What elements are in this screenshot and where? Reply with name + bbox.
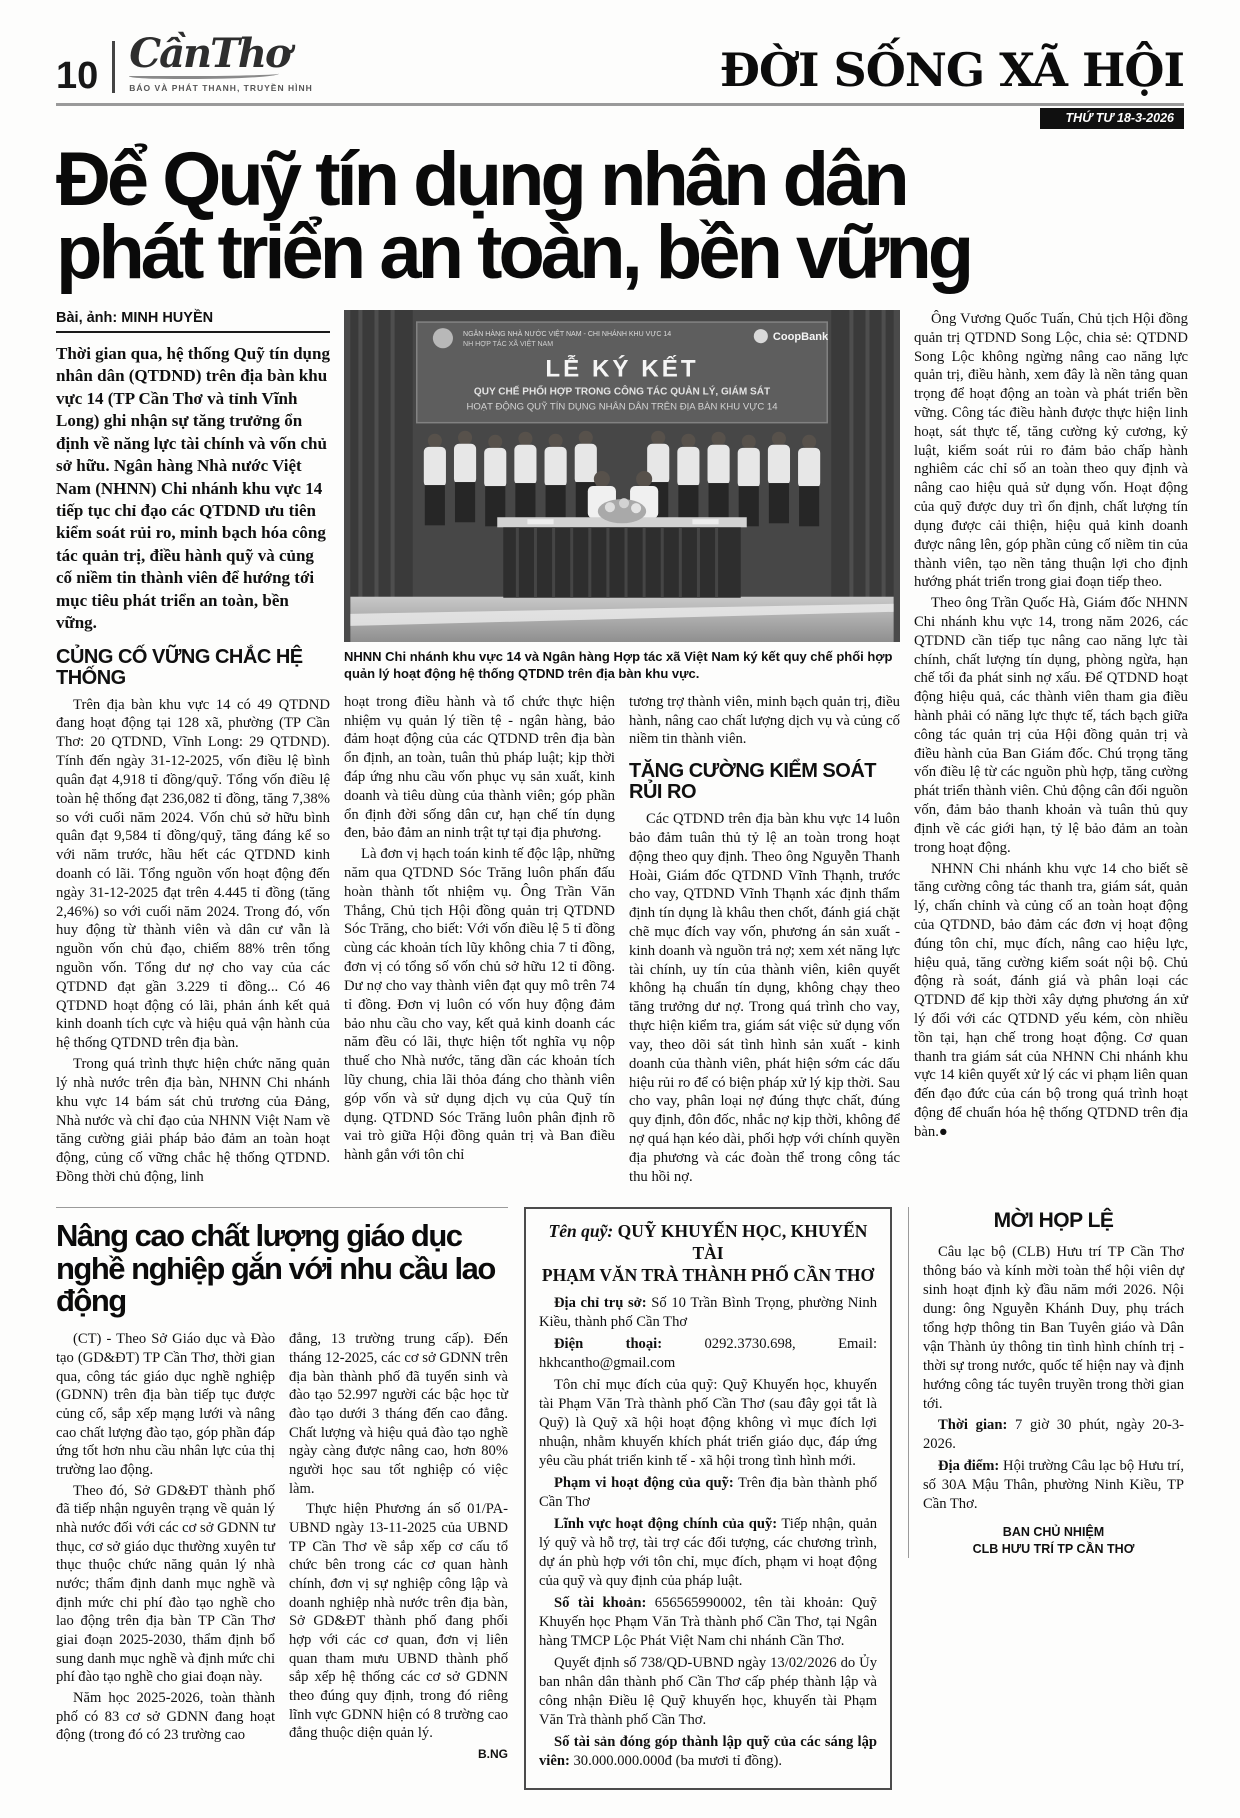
photo-banner-org-left: NGÂN HÀNG NHÀ NƯỚC VIỆT NAM - CHI NHÁNH KHU VỰC 14 <box>463 331 672 339</box>
body-paragraph: Các QTDND trên địa bàn khu vực 14 luôn bảo đảm tuân thủ tỷ lệ an toàn trong hoạt động theo quy định. Theo ông Nguyễn Thanh Hoài, Giám đốc QTDND Vĩnh Thạnh, trước cho vay, QTDND Vĩnh Thạnh xác định thẩm định tín dụng là khâu then chốt, đánh giá chặt chẽ mục đích vay vốn, phương án sản xuất - kinh doanh và nguồn trả nợ; xem xét năng lực tài chính, uy tín của thành viên, kiên quyết không hạ chuẩn tín dụng, không chạy theo tăng trưởng dư nợ. Trong quá trình cho vay, thực hiện kiểm tra, giám sát việc sử dụng vốn vay, theo dõi sát tình hình sản xuất - kinh doanh của thành viên, phát hiện sớm các dấu hiệu rủi ro để có biện pháp xử lý kịp thời. Sau cho vay, phân loại nợ đúng thực chất, đúng quy định, đôn đốc, nhắc nợ kịp thời, không để nợ quá hạn kéo dài, phối hợp với chính quyền địa phương và các đoàn thể trong công tác thu hồi nợ. <box>629 811 900 1185</box>
photo-banner-line2: QUY CHẾ PHỐI HỢP TRONG CÔNG TÁC QUẢN LÝ, GIÁM SÁT <box>473 386 771 398</box>
body-paragraph: tương trợ thành viên, minh bạch quản trị, điều hành, nâng cao chất lượng dịch vụ và củng cố niềm tin thành viên. <box>629 693 900 748</box>
headline-line-1: Để Quỹ tín dụng nhân dân <box>56 136 906 222</box>
fund-item-label: Địa chỉ trụ sở: <box>554 1295 647 1312</box>
education-article-title <box>56 1217 508 1319</box>
body-paragraph: Năm học 2025-2026, toàn thành phố có 83 cơ sở GDNN đang hoạt động (trong đó có 23 trường cao <box>56 1690 275 1744</box>
section-title: ĐỜI SỐNG XÃ HỘI <box>719 42 1184 97</box>
middle-text-columns <box>344 693 900 1189</box>
main-article-middle <box>344 310 900 1189</box>
edu-title-line-1: Nâng cao chất lượng giáo dục <box>56 1217 462 1253</box>
photo-banner-title: LỄ KÝ KẾT <box>545 355 699 383</box>
meeting-place-label: Địa điểm: <box>938 1458 1000 1475</box>
fund-info-item <box>539 1515 877 1591</box>
fund-item-label: Lĩnh vực hoạt động chính của quỹ: <box>554 1516 778 1533</box>
fund-item-text: 656565990002, tên tài khoản: Quỹ Khuyến học Phạm Văn Trà thành phố Cần Thơ, tại Ngân hàng TMCP Lộc Phát Việt Nam chi nhánh Cần Thơ. <box>539 1594 877 1649</box>
fund-name-label: Tên quỹ: <box>548 1220 614 1241</box>
body-paragraph: đẳng, 13 trường trung cấp). Đến tháng 12-2025, các cơ sở GDNN trên địa bàn thành phố đã tuyển sinh và đào tạo 52.997 người các bậc học từ đào tạo dưới 3 tháng đến cao đẳng. Chất lượng và hiệu quả đào tạo nghề ngày càng được nâng cao, hơn 80% người học sau tốt nghiệp có việc làm. <box>289 1331 508 1497</box>
meeting-time-text: 7 giờ 30 phút, ngày 20-3-2026. <box>923 1417 1185 1453</box>
meeting-place <box>923 1457 1184 1514</box>
newspaper-logo <box>129 30 313 93</box>
body-paragraph: Ông Vương Quốc Tuấn, Chủ tịch Hội đồng quản trị QTDND Song Lộc, chia sẻ: QTDND Song Lộc không ngừng nâng cao năng lực quản trị, điều hành, xem đây là nền tảng quan trọng để hoạt động an toàn và phát triển bền vững. Công tác điều hành được thực hiện linh hoạt, sát thực tế, tăng cường kỷ cương, kỷ luật, kiểm soát rủi ro đảm bảo chấp hành nghiêm các chỉ số an toàn theo quy định và nâng cao hiệu quả sử dụng vốn. Hoạt động của quỹ được duy trì ổn định, chất lượng tín dụng được cải thiện, hiệu quả kinh doanh được nâng lên, góp phần củng cố niềm tin của thành viên, tạo nền tảng thuận lợi cho định hướng phát triển trong giai đoạn tiếp theo. <box>914 310 1188 591</box>
main-article-column-2 <box>344 693 615 1189</box>
fund-info-item <box>539 1335 877 1373</box>
coopbank-logo: CoopBank <box>772 331 829 344</box>
meeting-signature-line-1: BAN CHỦ NHIỆM <box>1002 1525 1105 1540</box>
fund-notice-box <box>524 1207 892 1790</box>
meeting-signature-line-2: CLB HƯU TRÍ TP CẦN THƠ <box>972 1542 1135 1557</box>
ceremony-photo-image <box>344 310 900 642</box>
byline: Bài, ảnh: MINH HUYỀN <box>56 310 330 333</box>
body-paragraph: Thực hiện Phương án số 01/PA-UBND ngày 13-11-2025 của UBND TP Cần Thơ về sắp xếp cơ cấu tổ chức bên trong các cơ quan hành chính, đơn vị sự nghiệp công lập và doanh nghiệp nhà nước trên địa bàn, Sở GD&ĐT thành phố đang phối hợp với các cơ quan, đơn vị liên quan tham mưu UBND thành phố sắp xếp hệ thống các cơ sở GDNN theo đúng quy định, trong đó riêng lĩnh vực GDNN hiện có 8 trường cao đẳng thuộc diện quản lý. <box>289 1501 508 1742</box>
masthead <box>56 30 1184 98</box>
logo-swoosh-icon <box>129 70 279 79</box>
masthead-left <box>56 30 313 98</box>
meeting-place-text: Hội trường Câu lạc bộ Hưu trí, số 30A Mậu Thân, phường Ninh Kiều, TP Cần Thơ. <box>923 1458 1184 1513</box>
body-paragraph: Theo ông Trần Quốc Hà, Giám đốc NHNN Chi nhánh khu vực 14, trong năm 2026, các QTDND cần tiếp tục nâng cao năng lực tài chính, chất lượng tín dụng, phòng ngừa, hạn chế tối đa phát sinh nợ xấu. Để QTDND hoạt động hiệu quả, các thành viên tham gia điều hành phải có năng lực thực tế, tách bạch giữa công tác quản trị của Hội đồng quản trị và điều hành của Ban Giám đốc. Chú trọng tăng vốn điều lệ từ các nguồn phù hợp, tăng cường phát triển thành viên. Chủ động cân đối nguồn vốn, đảm bảo thanh khoản và tuân thủ quy định về các giới hạn, tỷ lệ bảo đảm an toàn trong hoạt động. <box>914 595 1188 856</box>
photo-banner-org-right: NH HỢP TÁC XÃ VIỆT NAM <box>463 341 554 349</box>
photo-caption: NHNN Chi nhánh khu vực 14 và Ngân hàng Hợp tác xã Việt Nam ký kết quy chế phối hợp quản lý hoạt động hệ thống QTDND trên địa bàn khu vực. <box>344 648 893 681</box>
body-paragraph: Theo đó, Sở GD&ĐT thành phố đã tiếp nhận nguyên trạng về quản lý nhà nước đối với các cơ sở GDNN tư thục, cơ sở giáo dục thường xuyên tư thục thuộc chức năng quản lý nhà nước; thẩm định danh mục nghề và định mức chi phí đào tạo nghề cho lao động trên địa bàn TP Cần Thơ giai đoạn 2025-2030, thẩm định bổ sung danh mục nghề và định mức chi phí đào tạo nghề cho giai đoạn này. <box>56 1482 275 1686</box>
logo-tagline: BÁO VÀ PHÁT THANH, TRUYỀN HÌNH <box>129 83 313 93</box>
masthead-divider <box>112 41 115 93</box>
education-article-column-2 <box>289 1330 508 1761</box>
edu-title-line-2: nghề nghiệp gắn với nhu cầu lao động <box>56 1250 495 1319</box>
main-article-column-1 <box>56 310 330 1189</box>
subhead-cung-co: CỦNG CỐ VỮNG CHẮC HỆ THỐNG <box>56 645 303 689</box>
fund-info-item <box>539 1376 877 1471</box>
author-signature: B.NG <box>478 1747 508 1762</box>
bottom-band <box>56 1207 1184 1790</box>
education-article-column-1 <box>56 1330 275 1761</box>
photo-banner-line3: HOẠT ĐỘNG QUỸ TÍN DỤNG NHÂN DÂN TRÊN ĐỊA BÀN KHU VỰC 14 <box>466 401 778 413</box>
body-paragraph: Trong quá trình thực hiện chức năng quản lý nhà nước trên địa bàn, NHNN Chi nhánh khu vực 14 bám sát chủ trương của Đảng, Nhà nước và chỉ đạo của NHNN Việt Nam về tăng cường giải pháp bảo đảm an toàn hoạt động, củng cố vững chắc hệ thống QTDND. Đồng thời chủ động, linh <box>56 1056 330 1185</box>
fund-info-item <box>539 1654 877 1730</box>
education-article-columns <box>56 1330 508 1761</box>
fund-item-text: Trên địa bàn thành phố Cần Thơ <box>539 1475 877 1511</box>
fund-title-line-1: QUỸ KHUYẾN HỌC, KHUYẾN TÀI <box>617 1220 868 1263</box>
logo-wordmark: CầnThơ <box>129 30 290 77</box>
fund-item-label: Phạm vi hoạt động của quỹ: <box>554 1475 734 1492</box>
fund-title-line-2: PHẠM VĂN TRÀ THÀNH PHỐ CẦN THƠ <box>541 1264 875 1285</box>
date-row <box>56 108 1184 129</box>
fund-item-text: Tôn chỉ mục đích của quỹ: Quỹ Khuyến học, khuyến tài Phạm Văn Trà thành phố Cần Thơ (sau đây gọi tắt là Quỹ) là Quỹ xã hội hoạt động không vì mục đích lợi nhuận, nhằm khuyến khích phát triển giáo dục, đáp ứng yêu cầu phát triển kinh tế - xã hội trong tình hình mới. <box>539 1377 877 1470</box>
meeting-box-title: MỜI HỌP LỆ <box>993 1208 1114 1232</box>
fund-item-text: Quyết định số 738/QD-UBND ngày 13/02/2026 do Ủy ban nhân dân thành phố Cần Thơ cấp phép thành lập và công nhận Điều lệ Quỹ khuyến học, khuyến tài Phạm Văn Trà thành phố Cần Thơ. <box>539 1654 877 1728</box>
fund-notice-heading <box>539 1221 877 1287</box>
meeting-body: Câu lạc bộ (CLB) Hưu trí TP Cần Thơ thông báo và kính mời toàn thể hội viên dự sinh hoạt định kỳ đầu năm mới 2026. Nội dung: ông Nguyễn Khánh Duy, phụ trách tổng hợp thông tin Ban Tuyên giáo và Dân vận Thành ủy thông tin tình hình chính trị - thời sự trong nước, quốc tế hiện nay và định hướng công tác tuyên truyền trong thời gian tới. <box>923 1243 1184 1412</box>
meeting-invitation-box <box>908 1207 1184 1558</box>
fund-info-item <box>539 1733 877 1771</box>
page-number: 10 <box>56 55 99 98</box>
fund-item-text: 0292.3730.698, Email: hkhcantho@gmail.com <box>539 1336 877 1372</box>
headline-line-2: phát triển an toàn, bền vững <box>56 210 971 296</box>
fund-item-label: Số tài sản đóng góp thành lập quỹ của các sáng lập viên: <box>539 1733 877 1769</box>
body-paragraph: hoạt trong điều hành và tổ chức thực hiện nhiệm vụ quản lý tiền tệ - ngân hàng, bảo đảm hoạt động của các QTDND trên địa bàn ổn định, an toàn, tuân thủ pháp luật; kịp thời đáp ứng nhu cầu vốn phục vụ sản xuất, kinh doanh và tiêu dùng của thành viên; góp phần ổn định đời sống dân cư, hạn chế tín dụng đen, bảo đảm an ninh trật tự tại địa phương. <box>344 693 615 842</box>
main-article-column-3 <box>629 693 900 1189</box>
education-article <box>56 1207 508 1761</box>
body-paragraph: (CT) - Theo Sở Giáo dục và Đào tạo (GD&ĐT) TP Cần Thơ, thời gian qua, công tác giáo dục nghề nghiệp (GDNN) trên địa bàn tiếp tục được củng cố, sắp xếp mạng lưới và nâng cao chất lượng đào tạo, góp phần đáp ứng tốt hơn nhu cầu nhân lực của thị trường lao động. <box>56 1331 275 1479</box>
fund-info-item <box>539 1294 877 1332</box>
article-intro: Thời gian qua, hệ thống Quỹ tín dụng nhân dân (QTDND) trên địa bàn khu vực 14 (TP Cần Thơ và tỉnh Vĩnh Long) ghi nhận sự tăng trưởng ổn định về năng lực tài chính và vốn chủ sở hữu. Ngân hàng Nhà nước Việt Nam (NHNN) Chi nhánh khu vực 14 tiếp tục chỉ đạo các QTDND ưu tiên kiểm soát rủi ro, minh bạch hóa công tác quản trị, điều hành quỹ và củng cố niềm tin thành viên để hướng tới mục tiêu phát triển an toàn, bền vững. <box>56 343 330 633</box>
fund-info-item <box>539 1594 877 1651</box>
issue-date: THỨ TƯ 18-3-2026 <box>1040 108 1184 129</box>
fund-item-label: Số tài khoản: <box>554 1594 647 1611</box>
main-article-column-4 <box>914 310 1188 1189</box>
fund-item-text: Số 10 Trần Bình Trọng, phường Ninh Kiều, thành phố Cần Thơ <box>539 1295 877 1331</box>
meeting-time <box>923 1416 1184 1454</box>
meeting-signature <box>923 1524 1184 1558</box>
ceremony-photo <box>344 310 900 642</box>
fund-info-item <box>539 1474 877 1512</box>
body-paragraph: NHNN Chi nhánh khu vực 14 cho biết sẽ tăng cường công tác thanh tra, giám sát, quản lý, chấn chỉnh và củng cố an toàn hoạt động của QTDND, bảo đảm các đơn vị hoạt động đúng tôn chỉ, mục đích, nâng cao hiệu lực, hiệu quả, tăng cường kiểm soát nội bộ. Chủ động rà soát, đánh giá và phân loại các QTDND để kịp thời xây dựng phương án xử lý đối với các QTDND yếu kém, còn nhiều tồn tại, hạn chế trong hoạt động. Cơ quan thanh tra giám sát của NHNN Chi nhánh khu vực 14 kiên quyết xử lý các vi phạm liên quan đến đạo đức của cán bộ trong quá trình hoạt động để chuẩn hóa hệ thống QTDND trên địa bàn.● <box>914 860 1188 1140</box>
masthead-rule <box>56 103 1184 106</box>
meeting-time-label: Thời gian: <box>938 1417 1008 1434</box>
body-paragraph: Trên địa bàn khu vực 14 có 49 QTDND đang hoạt động tại 128 xã, phường (TP Cần Thơ: 20 QTDND, Vĩnh Long: 29 QTDND). Tính đến ngày 31-12-2025, vốn điều lệ bình quân đạt 4,918 tỉ đồng/quỹ. Tổng vốn điều lệ toàn hệ thống đạt 236,082 tỉ đồng, tăng 7,38% so với cuối năm 2024. Vốn chủ sở hữu bình quân đạt 9,584 tỉ đồng/quỹ, tăng đáng kể so với năm trước, hầu hết các QTDND kinh doanh có lãi. Tổng nguồn vốn hoạt động đến ngày 31-12-2025 đạt trên 4.445 tỉ đồng (tăng 2,46%) so với cuối năm 2024. Trong đó, vốn huy động từ thành viên và dân cư vẫn là nguồn vốn chủ đạo, chiếm 88% trên tổng nguồn vốn. Tổng dư nợ cho vay của các QTDND đạt gần 3.229 tỉ đồng... Có 46 QTDND hoạt động có lãi, phản ánh kết quả kinh doanh tích cực và hiệu quả vận hành của hệ thống QTDND trên địa bàn. <box>56 696 330 1052</box>
body-paragraph: Là đơn vị hạch toán kinh tế độc lập, những năm qua QTDND Sóc Trăng luôn phấn đấu hoàn thành tốt nhiệm vụ. Ông Trần Văn Thắng, Chủ tịch Hội đồng quản trị QTDND Sóc Trăng, cho biết: Với vốn điều lệ 5 tỉ đồng cùng các khoản tích lũy không chia 7 tỉ đồng, đơn vị có tổng số vốn chủ sở hữu 12 tỉ đồng. Dư nợ cho vay thành viên đạt quy mô trên 74 tỉ đồng. Đơn vị luôn có vốn huy động đảm bảo nhu cầu cho vay, kết quả kinh doanh các năm đều có lãi, thực hiện tốt nghĩa vụ nộp thuế cho Nhà nước, tăng dần các khoản tích lũy chung, chia lãi thỏa đáng cho thành viên góp vốn và sử dụng dịch vụ của Quỹ tín dụng. QTDND Sóc Trăng luôn phân định rõ vai trò giữa Hội đồng quản trị và Ban điều hành gắn với tôn chỉ <box>344 846 615 1164</box>
main-headline <box>56 136 1184 296</box>
subhead-kiem-soat: TĂNG CƯỜNG KIỂM SOÁT RỦI RO <box>629 760 876 804</box>
fund-item-label: Điện thoại: <box>554 1336 663 1353</box>
fund-item-text: Tiếp nhận, quản lý quỹ và hỗ trợ, tài trợ các đối tượng, các chương trình, dự án phù hợp với tôn chỉ, mục đích, phạm vi hoạt động của quỹ và quy định của pháp luật. <box>539 1516 877 1589</box>
fund-item-text: 30.000.000.000đ (ba mươi tỉ đồng). <box>573 1752 783 1769</box>
main-article <box>56 309 1188 1189</box>
